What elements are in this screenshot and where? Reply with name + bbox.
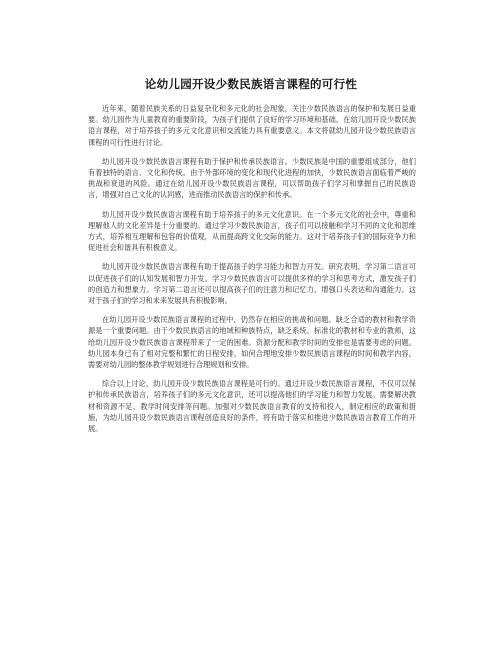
- paragraph-challenges: 在幼儿园开设少数民族语言课程的过程中，仍然存在相应的挑战和问题。缺乏合适的教材和教学资源是一个重要问题。由于少数民族语言的地域和种族特点，缺乏系统、标准化的教材和专业的教师，这给幼儿园开设少数民族语言课程带来了一定的困难。资源分配和教学时间的安排也是需要考虑的问题。幼儿园本身已有了相对完整和繁忙的日程安排，如何合理地安排少数民族语言课程的时间和教学内容，需要对幼儿园的整体教学规划进行合理规划和安排。: [88, 315, 416, 370]
- paragraph-multicultural-awareness: 幼儿园开设少数民族语言课程有助于培养孩子的多元文化意识。在一个多元文化的社会中，尊重和理解他人的文化差异是十分重要的。通过学习少数民族语言，孩子们可以接触和学习不同的文化和思维方式，培养相互理解和包容的价值观，从而提高跨文化交际的能力。这对于培养孩子们的国际竞争力和促进社会和谐具有积极意义。: [88, 209, 416, 253]
- paragraph-conclusion: 综合以上讨论，幼儿园开设少数民族语言课程是可行的。通过开设少数民族语言课程，不仅可以保护和传承民族语言，培养孩子们的多元文化意识，还可以提高他们的学习能力和智力发展。需要解决教材和资源不足、教学时间安排等问题。加强对少数民族语言教育的支持和投入，制定相应的政策和措施，为幼儿园开设少数民族语言课程创造良好的条件，将有助于落实和推进少数民族语言教育工作的开展。: [88, 379, 416, 434]
- paragraph-intro: 近年来，随着民族关系的日益复杂化和多元化的社会现象，关注少数民族语言的保护和发展日益重要。幼儿园作为儿童教育的重要阶段，为孩子们提供了良好的学习环境和基础。在幼儿园开设少数民族语言课程，对于培养孩子的多元文化意识和交流能力具有重要意义。本文将就幼儿园开设少数民族语言课程的可行性进行讨论。: [88, 104, 416, 147]
- paragraph-learning-ability: 幼儿园开设少数民族语言课程有助于提高孩子的学习能力和智力开发。研究表明，学习第二语言可以促进孩子们的认知发展和智力开发。学习少数民族语言可以提供多样的学习和思考方式，激发孩子们的创造力和想象力。学习第二语言还可以提高孩子们的注意力和记忆力，增强口头表达和沟通能力。这对于孩子们的学习和未来发展具有积极影响。: [88, 262, 416, 306]
- document-title: 论幼儿园开设少数民族语言课程的可行性: [144, 77, 358, 91]
- paragraph-language-preservation: 幼儿园开设少数民族语言课程有助于保护和传承民族语言。少数民族是中国的重要组成部分，他们有着独特的语言、文化和传统。由于外部环境的变化和现代化进程的加快，少数民族语言面临着严峻的挑战和衰退的风险。通过在幼儿园开设少数民族语言课程，可以帮助孩子们学习和掌握自己的民族语言，增强对自己文化的认同感，进而推动民族语言的保护和传承。: [88, 156, 416, 200]
- document-body: [88, 103, 416, 442]
